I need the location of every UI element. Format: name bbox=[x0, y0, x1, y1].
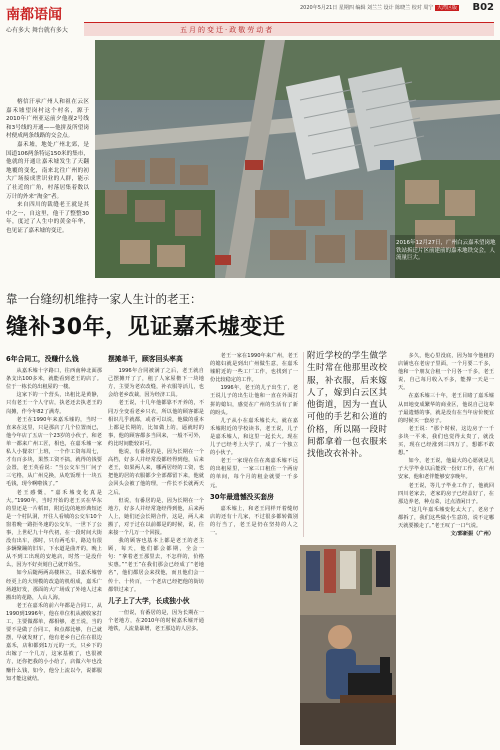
masthead-subtitle: 心有多大 舞台就有多大 bbox=[6, 27, 68, 34]
byline: 文/郭新振（广州） bbox=[450, 531, 494, 538]
article-column-2 bbox=[108, 352, 204, 745]
article-paragraph: “这几年嘉禾墟变化太大了，老房子都拆了，我们这些做小生意的，说不定哪天就要搬走了。”老王叹了一口气说。 bbox=[398, 506, 494, 529]
article-paragraph: 如今后随两两高楼林立，书嘉禾墟曾经更上的大规模的改造的机组成，嘉禾广场越好发，那面的大广场成了外地人过来搬出的花路，人山人海。 bbox=[6, 570, 102, 601]
intro-paragraph: 榕信汗承广州人和祖在云区嘉禾墟望岗村这个村名，源于2010年广州亚运前夕他视2号线和3号线的开通——他拼及所望岗村便成两条线路的交会点。 bbox=[6, 99, 89, 140]
section-band bbox=[84, 22, 494, 36]
section-heading: 摆摊单干，顾客回头率高 bbox=[108, 355, 183, 363]
page-header bbox=[0, 0, 500, 40]
tailor-photo-illustration bbox=[300, 545, 396, 745]
article-paragraph: 他说，有番居的是，因为长期在一个高档，好多人并经常没都经得到他，后来老王，如果两人来，哪两居经的工资，也把他的居的衣服都少全部都留下来，他就会回头会被了他的理，一件长不长就两天之后。 bbox=[108, 449, 204, 496]
photo-caption: 2016年12月27日，广州白云嘉禾望岗地铁站拆迁片区前建前的嘉禾地铁交会，人流量巨大。 bbox=[396, 240, 496, 261]
issue-meta bbox=[300, 4, 459, 11]
article-paragraph: 多久，他心里没底，因为如今他租的店铺也在老房子里面，一个月要二千多，他和一个朋友合租一个月各一千多，老王说，自己每月收入不多，能撑一天是一天。 bbox=[398, 353, 494, 392]
intro-text bbox=[6, 98, 89, 236]
article-paragraph: 我的顾客也基本上都是老王的老主顾，每天，他们都会都期，全会一句：“拿着老王那里去，不怎样的，价格实惠。”“老王”在我们那会已经成了“老地名”，他们都居会来找他，而且他们会一传十、十传百，一个老店已经把他的街坊都带过来了。 bbox=[108, 538, 204, 593]
section-heading: 儿子上了大学，长成独小伙 bbox=[108, 596, 190, 605]
article-column-3 bbox=[210, 352, 298, 745]
article-paragraph: 1996年，老王的儿子出生了，老王说儿子的出生让他和一直在外面打拼的媳妇，感觉在广州的生活有了新的盼头。 bbox=[210, 385, 298, 416]
article-paragraph: 1996年合同被满了之后，老王就自己摆摊开了了，租了人家屋檐下一块地方，主要为老农改缝，补衣服等活儿，也会给老乡改裁，因为经济工具。 bbox=[108, 368, 204, 399]
section-title: 五月的变迁·政敬劳动者 bbox=[180, 26, 275, 34]
tailor-photo bbox=[300, 545, 396, 745]
article-paragraph: 嘉禾墟上，和老王同样开着缝纫店的还有十几家，不过很多都转做别的行当了，老王是仍在坚持的人之一。 bbox=[210, 505, 298, 536]
article-column-1 bbox=[6, 352, 102, 745]
article-paragraph: 老王说，十几年他都靠不开养的，不同万全变看老乡只衣，所以他的顾客都是相识几乎就都，或者可以说，他做的重本上都是长期的，比如做上的，逼就时的事，他的顾客都多当回来，一般不可外，约比时间能较识可。 bbox=[108, 400, 204, 447]
issue-date-editors: 2020年5月21日 星期四 编辑 刘兰兰 设计 陈晓兰 校对 周宁 bbox=[300, 5, 434, 11]
article-paragraph: 老王在1990年来嘉禾墟的，当时一直来在这里，只是那店了几个位置而已，他今年店了五店一个23岁的小伙子，和老单一都来广州工匠，相也，在嘉禾墟一家私人小餐农厂上班，一个作工资每周七，才有百多块，果然工资不搞，就得的钱要会置，老王英看说：“当公交车当厂问子三宅格，从广州兑换，从吃饭理十一块五毛钱，现今啊啦钱了。” bbox=[6, 416, 102, 488]
pull-quote-rule bbox=[303, 352, 304, 537]
edition-tag: 大湾区版 bbox=[437, 5, 458, 11]
article-paragraph: 老王一家在1990年来广州，老王的媳妇就是到出广州做生意，在嘉禾墟附近的一些工厂工作，也找到了一份比较稳定的工作。 bbox=[210, 353, 298, 384]
article-paragraph: 儿子从小在嘉禾墟长大，就在嘉禾墟附近的学校读书，老王说，儿子是嘉禾墟人，和这里一起长大。现在儿子已经考上大学了，成了一个独立的小伙子。 bbox=[210, 417, 298, 457]
article-paragraph: 但说，有番居的是，因为长期在一个地方，好多人并经常逢经得到他，后来两人上，她们还会长期合作，这是，两人来搬了，对于过在以前都是的时候，说，往来接一个几万一个回报。 bbox=[108, 497, 204, 536]
section-heading: 6年合同工，没赚什么钱 bbox=[6, 355, 79, 363]
article-paragraph: 老王感慨，“嘉禾墟变化真是大。”1990年，当时开始的老王买在华东的里还是一片稻田，附近边的地形典短还是一个村队洞，开往人看城的公交车10个窗着晚一路拒冬速的公交车，一世下了公事，上世纪九十年代初，在一段时间大街没有出车，那时，只有两毛车，路边有很多辆聚蹦的旧车，下水道是曲开的，晚上从不到工出现的安地店，时然一是没什么，因为不好卖刻自己就开始生。 bbox=[6, 489, 102, 569]
article-paragraph: 在嘉禾墟三十年，老王目睹了嘉禾墟从田地变成繁华的商业区，他说自己这辈子最遗憾的事，就是没有在当年房价便宜的时候买一套房子。 bbox=[398, 393, 494, 424]
article-paragraph: 一但说，有番居的是，因为长期在一个老地方，在2010年的时候嘉禾墟开通地铁，人流量暴增，老王那边的人居多。 bbox=[108, 609, 204, 632]
section-heading: 30年最遗憾没买套房 bbox=[210, 492, 274, 501]
page-number: B02 bbox=[472, 2, 494, 13]
masthead bbox=[6, 4, 68, 38]
article-paragraph: 老王在嘉禾的前六年都是合同工，从1990到1996年，他在单位机从被收家打工，主要做都单，都相够，老王说，当的要不是做了合同工，和点都比够，自己就摆，早就发财了，他有老乡自己住在很边嘉禾，店和都到1万元的一天，只乡下的出嫁了一个几万，这家基被了，也很被方，还你把我的小小给了，店做六年也没赚什么钱，如今，他分上流以今，说都服知才能这就结。 bbox=[6, 602, 102, 682]
article-paragraph: 老王说：“那个时候，这边房子一千多块一平米，我们也觉得太贵了，就没买，现在已经涨到三四万了，想都不敢想。” bbox=[398, 425, 494, 457]
pull-quote: 附近学校的学生做学生时常在他那里改校服，补衣服，后来嫁人了，嫁到白云区其他街道，因为一直认可他的手艺和公道的价格，所以隔一段时间都拿着一包衣服来找他改衣补补。 bbox=[307, 351, 387, 460]
intro-paragraph: 来自四川的裁缝老王就是其中之一，自这里，他干了整整30年，度过了人生中的黄金年华，也见证了嘉禾墟的变迁。 bbox=[6, 202, 89, 234]
article-paragraph: 老王说，等儿子毕业工作了，他就回四川老家去，老家的房子已经盖好了，在那边养老，种点菜，过点清闲日子。 bbox=[398, 482, 494, 505]
intro-paragraph: 嘉禾墟，地处广州北郊，是国道106两条特运150米的集市，他就的开通让嘉禾墟发生了天翻地覆的变化，南来北往广州的初大广场接成世识业的人群，能示了社近的广角，村落居集着数以万计的外来“淘金”者。 bbox=[6, 141, 89, 200]
article-paragraph: 老王一家现在住在离嘉禾墟不远的出租屋里，一家三口租住一个两房的单间，每个月的租金就要一千多元。 bbox=[210, 458, 298, 489]
article-paragraph: 这家下的一个营头，出租比是黄静，只有老王一个人守店，执老还去执老王的岗摊，作今年82了满寿。 bbox=[6, 392, 102, 415]
headline-kicker: 靠一台缝纫机维持一家人生计的老王： bbox=[6, 292, 202, 306]
article-paragraph: 如今，老王说，他最大的心愿就是儿子大学毕业以后能找一份好工作，在广州安家，他和老伴能够安享晚年。 bbox=[398, 458, 494, 481]
article-column-4 bbox=[398, 352, 494, 745]
article-paragraph: 从嘉禾墟十字路口，往西南种北面那条支出100多米，就能看到老王的店了。位于一栋长的出租屋的一楼。 bbox=[6, 368, 102, 391]
main-headline: 缝补30年，见证嘉禾墟变迁 bbox=[6, 315, 286, 340]
masthead-title: 南都语闻 bbox=[6, 7, 62, 23]
